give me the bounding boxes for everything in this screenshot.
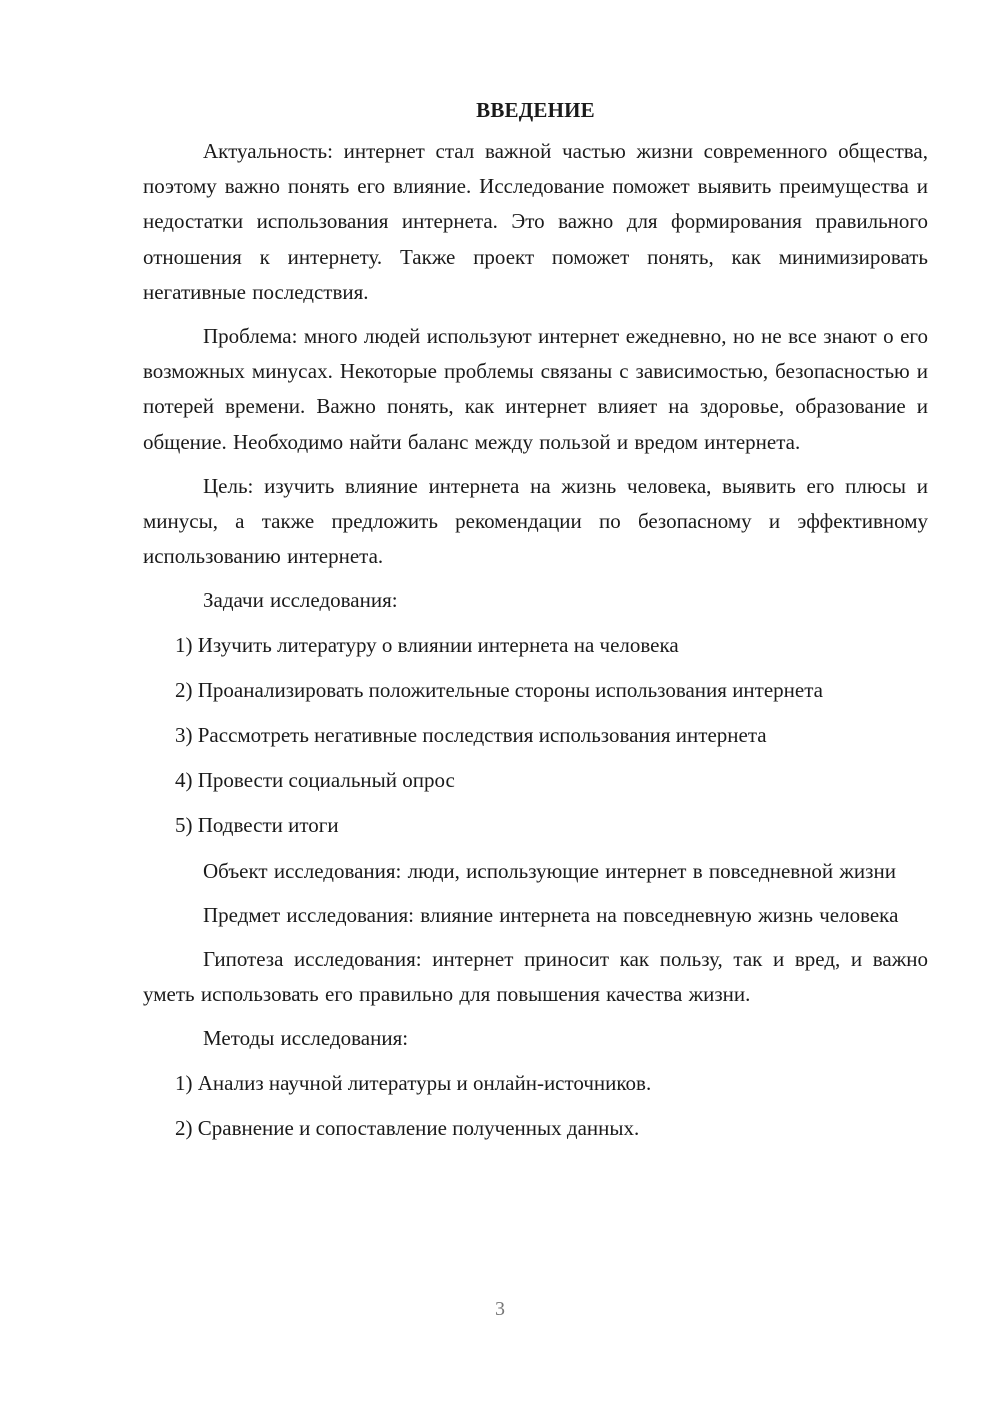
page-number: 3 [495, 1298, 505, 1320]
tasks-heading: Задачи исследования: [203, 588, 398, 613]
task-item-5: 5) Подвести итоги [175, 813, 339, 838]
task-item-1: 1) Изучить литературу о влиянии интернета на человека [175, 632, 679, 657]
paragraph-subject: Предмет исследования: влияние интернета на повседневную жизнь человека [203, 902, 899, 927]
task-item-4: 4) Провести социальный опрос [175, 768, 455, 793]
paragraph-hypothesis: Гипотеза исследования: интернет приносит как пользу, так и вред, и важно уметь использовать его правильно для повышения качества жизни. [143, 947, 928, 1007]
paragraph-relevance: Актуальность: интернет стал важной частью жизни современного общества, поэтому важно понять его влияние. Исследование поможет выявить преимущества и недостатки использования интернета. Это важно для формирования правильного отношения к интернету. Также проект поможет понять, как минимизировать негативные последствия. [143, 139, 928, 304]
paragraph-problem: Проблема: много людей используют интернет ежедневно, но не все знают о его возможных минусах. Некоторые проблемы связаны с зависимостью, безопасностью и потерей времени. Важно понять, как интернет влияет на здоровье, образование и общение. Необходимо найти баланс между пользой и вредом интернета. [143, 324, 928, 454]
method-item-2: 2) Сравнение и сопоставление полученных данных. [175, 1115, 640, 1140]
section-title: ВВЕДЕНИЕ [476, 98, 595, 122]
task-item-3: 3) Рассмотреть негативные последствия использования интернета [175, 723, 767, 748]
task-item-2: 2) Проанализировать положительные стороны использования интернета [175, 677, 823, 702]
method-item-1: 1) Анализ научной литературы и онлайн-источников. [175, 1070, 652, 1095]
paragraph-goal: Цель: изучить влияние интернета на жизнь человека, выявить его плюсы и минусы, а также предложить рекомендации по безопасному и эффективному использованию интернета. [143, 473, 928, 569]
methods-heading: Методы исследования: [203, 1026, 409, 1051]
paragraph-object: Объект исследования: люди, использующие интернет в повседневной жизни [203, 858, 896, 883]
document-page [143, 92, 928, 1156]
